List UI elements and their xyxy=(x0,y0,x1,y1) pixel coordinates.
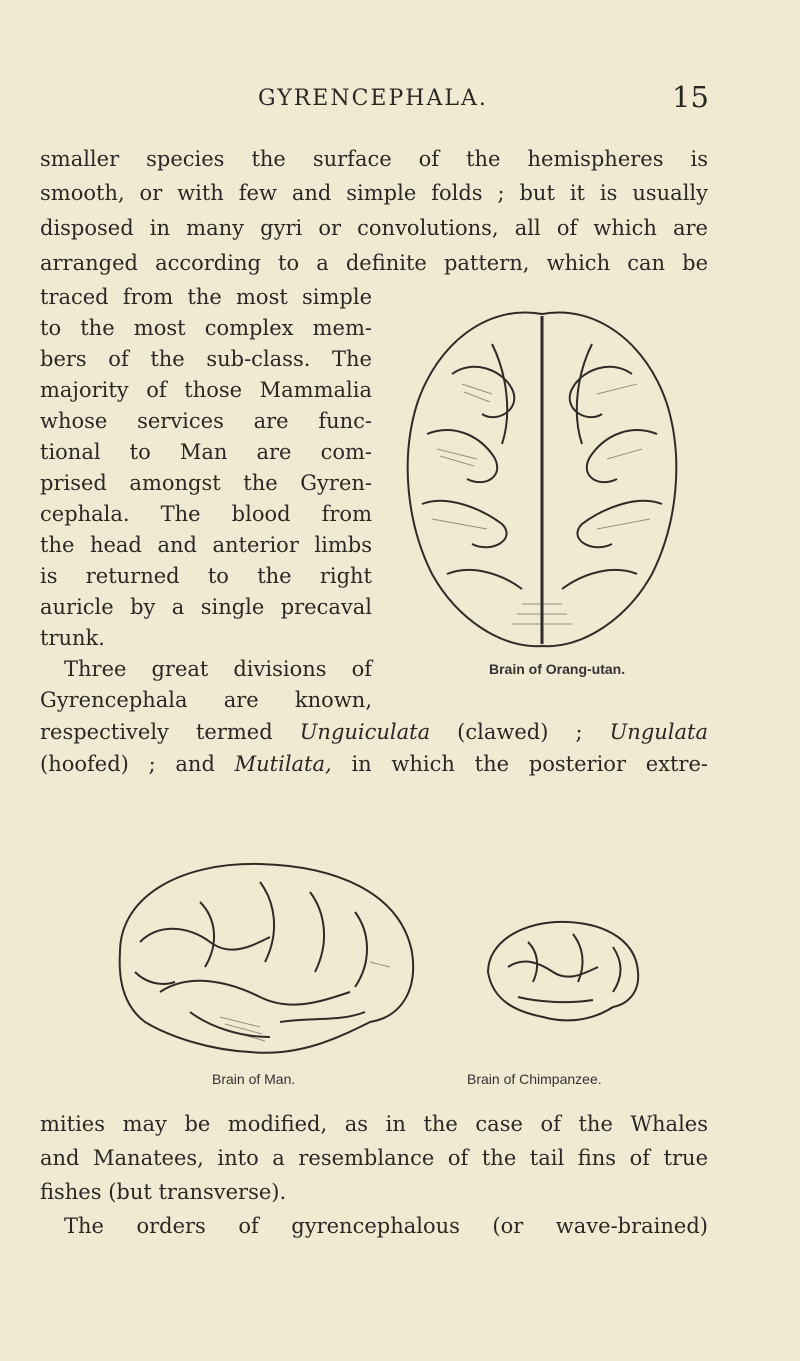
body-line-19 xyxy=(40,718,708,746)
text-fragment: in which the posterior extre- xyxy=(331,752,708,776)
body-line-3: disposed in many gyri or convolutions, all of which are xyxy=(40,216,708,240)
body-line-9: whose services are func- xyxy=(40,409,372,433)
term-ungulata: Ungulata xyxy=(609,720,708,744)
text-fragment: respectively termed xyxy=(40,720,300,744)
term-unguiculata: Unguiculata xyxy=(299,720,431,744)
body-line-12: cephala. The blood from xyxy=(40,502,372,526)
body-line-1: smaller species the surface of the hemispheres is xyxy=(40,147,708,171)
body-line-17: Three great divisions of xyxy=(64,657,372,681)
body-line-23: fishes (but transverse). xyxy=(40,1180,287,1204)
body-line-15: auricle by a single precaval xyxy=(40,595,372,619)
chimpanzee-brain-caption: Brain of Chimpanzee. xyxy=(467,1071,602,1087)
body-line-5: traced from the most simple xyxy=(40,285,372,309)
body-line-10: tional to Man are com- xyxy=(40,440,372,464)
orang-utan-caption: Brain of Orang-utan. xyxy=(489,661,626,677)
man-brain-caption: Brain of Man. xyxy=(212,1071,296,1087)
body-line-24: The orders of gyrencephalous (or wave-brained) xyxy=(64,1214,708,1238)
page-header xyxy=(0,80,800,126)
chimpanzee-brain-figure xyxy=(478,912,648,1027)
body-line-11: prised amongst the Gyren- xyxy=(40,471,372,495)
body-line-2: smooth, or with few and simple folds ; but it is usually xyxy=(40,181,708,205)
body-line-16: trunk. xyxy=(40,626,105,650)
body-line-22: and Manatees, into a resemblance of the tail fins of true xyxy=(40,1146,708,1170)
body-line-4: arranged according to a definite pattern, which can be xyxy=(40,251,708,275)
man-brain-figure xyxy=(100,842,425,1067)
body-line-18: Gyrencephala are known, xyxy=(40,688,372,712)
body-line-21: mities may be modified, as in the case of the Whales xyxy=(40,1112,708,1136)
running-title: GYRENCEPHALA. xyxy=(258,86,488,111)
page-number: 15 xyxy=(672,80,709,114)
text-fragment: (clawed) ; xyxy=(430,720,610,744)
term-mutilata: Mutilata, xyxy=(234,752,332,776)
body-line-20 xyxy=(40,750,708,778)
body-line-8: majority of those Mammalia xyxy=(40,378,372,402)
text-fragment: (hoofed) ; and xyxy=(40,752,235,776)
orang-utan-brain-figure xyxy=(392,284,692,664)
body-line-6: to the most complex mem- xyxy=(40,316,372,340)
body-line-7: bers of the sub-class. The xyxy=(40,347,372,371)
body-line-13: the head and anterior limbs xyxy=(40,533,372,557)
body-line-14: is returned to the right xyxy=(40,564,372,588)
